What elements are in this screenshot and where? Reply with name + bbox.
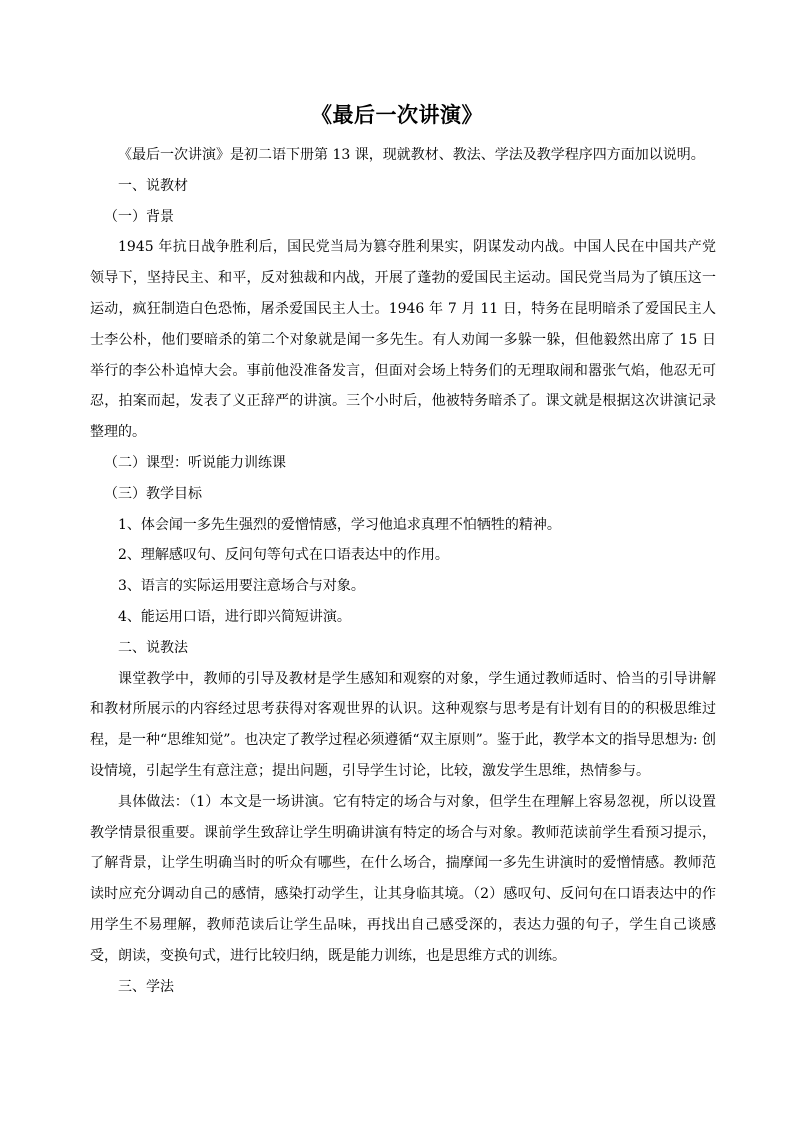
goal-item: 2、理解感叹句、反问句等句式在口语表达中的作用。 bbox=[118, 547, 449, 564]
document-title: 《最后一次讲演》 bbox=[311, 102, 483, 127]
intro-paragraph: 《最后一次讲演》是初二语下册第 13 课，现就教材、教法、学法及教学程序四方面加以说明。 bbox=[118, 147, 705, 163]
goal-item: 1、体会闻一多先生强烈的爱憎情感，学习他追求真理不怕牺牲的精神。 bbox=[118, 516, 561, 533]
subsection-heading-background: （一）背景 bbox=[104, 208, 174, 225]
subsection-heading-lesson-type: （二）课型：听说能力训练课 bbox=[104, 454, 286, 471]
practice-paragraph: 具体做法：（1）本文是一场讲演。它有特定的场合与对象，但学生在理解上容易忽视，所以设置教学情景很重要。课前学生致辞让学生明确讲演有特定的场合与对象。教师范读前学生看预习提示，了解背景，让学生明确当时的听众有哪些，在什么场合，揣摩闻一多先生讲演时的爱憎情感。教师范读时应充分调动自己的感情，感染打动学生，让其身临其境。（2）感叹句、反问句在口语表达中的作用学生不易理解，教师范读后让学生品味，再找出自己感受深的，表达力强的句子，学生自己谈感受，朗读，变换句式，进行比较归纳，既是能力训练，也是思维方式的训练。 bbox=[90, 793, 716, 964]
section-heading-teaching-method: 二、说教法 bbox=[118, 639, 188, 656]
background-paragraph: 1945 年抗日战争胜利后，国民党当局为篡夺胜利果实，阴谋发动内战。中国人民在中国共产党领导下，坚持民主、和平，反对独裁和内战，开展了蓬勃的爱国民主运动。国民党当局为了镇压这一运动，疯狂制造白色恐怖，屠杀爱国民主人士。1946 年 7 月 11 日，特务在昆明暗杀了爱国民主人士李公朴，他们要暗杀的第二个对象就是闻一多先生。有人劝闻一多躲一躲，但他毅然出席了 15 日举行的李公朴追悼大会。事前他没准备发言，但面对会场上特务们的无理取闹和嚣张气焰，他忍无可忍，拍案而起，发表了义正辞严的讲演。三个小时后，他被特务暗杀了。课文就是根据这次讲演记录整理的。 bbox=[90, 239, 716, 441]
subsection-heading-teaching-goals: （三）教学目标 bbox=[104, 485, 202, 502]
goal-item: 4、能运用口语，进行即兴简短讲演。 bbox=[118, 608, 351, 625]
section-heading-learning-method: 三、学法 bbox=[118, 978, 174, 995]
section-heading-teaching-material: 一、说教材 bbox=[118, 177, 188, 194]
document-body bbox=[90, 140, 716, 1002]
goal-item: 3、语言的实际运用要注意场合与对象。 bbox=[118, 578, 365, 595]
method-paragraph: 课堂教学中，教师的引导及教材是学生感知和观察的对象，学生通过教师适时、恰当的引导讲解和教材所展示的内容经过思考获得对客观世界的认识。这种观察与思考是有计划有目的的积极思维过程，是一种“思维知觉”。也决定了教学过程必须遵循“双主原则”。鉴于此，教学本文的指导思想为: 创设情境，引起学生有意注意；提出问题，引导学生讨论，比较，激发学生思维，热情参与。 bbox=[90, 670, 716, 779]
